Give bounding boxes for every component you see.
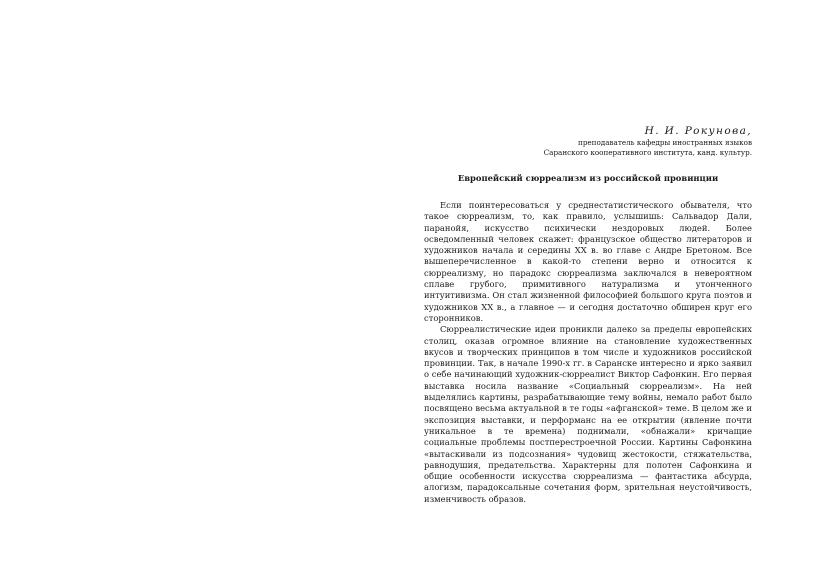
document-page	[424, 124, 752, 505]
article-body	[424, 200, 752, 505]
author-position: преподаватель кафедры иностранных языков	[578, 138, 752, 147]
author-block	[424, 124, 752, 158]
paragraph-2: Сюрреалистические идеи проникли далеко за пределы европейских столиц, оказав огромное влияние на становление художественных вкусов и творческих принципов в том числе и художников российской провинции. Так, в начале 1990-х гг. в Саранске интересно и ярко заявил о себе начинающий художник-сюрреалист Виктор Сафонкин. Его первая выставка носила название «Социальный сюрреализм». На ней выделялись картины, разрабатывающие тему войны, немало работ было посвящено весьма актуальной в те годы «афганской» теме. В целом же и экспозиция выставки, и перформанс на ее открытии (явление почти уникальное в те времена) поднимали, «обнажали» кричащие социальные проблемы постперестроечной России. Картины Сафонкина «вытаскивали из подсознания» чудовищ жестокости, стяжательства, равнодушия, предательства. Характерны для полотен Сафонкина и общие особенности искусства сюрреализма — фантастика абсурда, алогизм, парадоксальные сочетания форм, зрительная неустойчивость, изменчивость образов.	[424, 324, 752, 504]
author-affiliation: Саранского кооперативного института, канд. культур.	[543, 148, 752, 157]
author-name: Н. И. Рокунова,	[644, 125, 752, 137]
paragraph-1: Если поинтересоваться у среднестатистического обывателя, что такое сюрреализм, то, как правило, услышишь: Сальвадор Дали, паранойя, искусство психически нездоровых людей. Более осведомленный человек скажет: французское общество литераторов и художников начала и середины XX в. во главе с Андре Бретоном. Все вышеперечисленное в какой-то степени верно и относится к сюрреализму, но парадокс сюрреализма заключался в невероятном сплаве грубого, примитивного натурализма и утонченного интуитивизма. Он стал жизненной философией большого круга поэтов и художников XX в., а главное — и сегодня достаточно обширен круг его сторонников.	[424, 200, 752, 323]
article-title: Европейский сюрреализм из российской провинции	[457, 173, 719, 183]
